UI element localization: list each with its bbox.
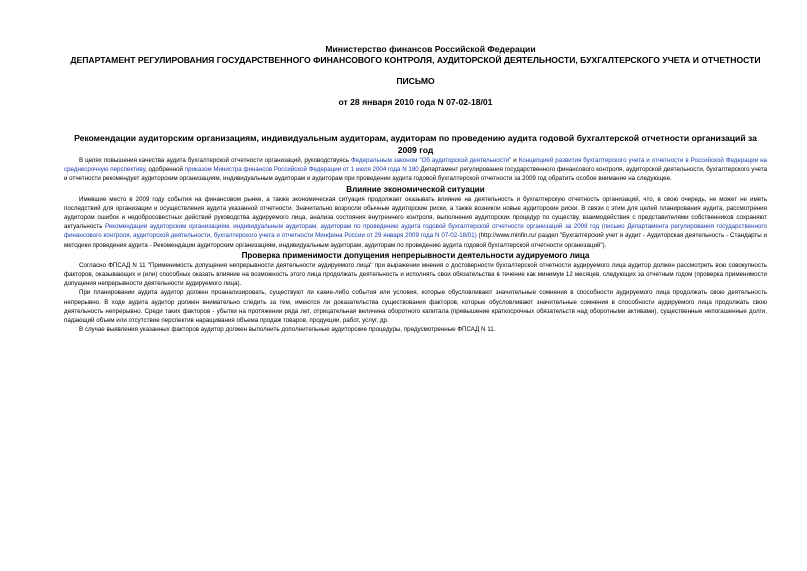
going-concern-paragraph-2: При планировании аудита аудитор должен проанализировать, существуют ли какие-либо события или условия, которые обусловливают значительные сомнения в способности аудируемого лица продолжать свою деятельность непрерывно. В ходе аудита аудитор должен внимательно следить за тем, имеются ли доказательства существования факторов, которые обусловливают значительные сомнения в способности аудируемого лица продолжать свою деятельность непрерывно. Среди таких факторов - убытки на протяжении ряда лет, отрицательная величина оборотного капитала (превышение краткосрочных обязательств над оборотными активами), существенные непогашенные долги, падающий объем или отсутствие перспектив наращивания объема продаж товаров, продукции, работ, услуг, др. <box>64 289 767 325</box>
accounting-concept-link[interactable]: Концепцией развития бухгалтерского учета и отчетности в Российской Федерации на среднесрочную перспективу <box>64 157 767 174</box>
economic-text-1: Имевшие место в 2009 году события на финансовом рынке, а также экономическая ситуация продолжает оказывать влияние на деятельность и бухгалтерскую отчетность организаций, что, в свою очередь, не может не иметь последствий для организации и осуществления аудита указанной отчетности. Значительно возросли обычные аудиторские риски, а также возникли новые аудиторские риски. В связи с этим для целей планирования аудита, рассмотрения аудитором ошибок и недобросовестных действий руководства аудируемого лица, анализа состояния внутреннего контроля, выполнения аудиторских процедур по существу, взаимодействия с представителями собственников сохраняют актуальность <box>64 195 767 231</box>
intro-text-1: В целях повышения качества аудита бухгалтерской отчетности организаций, руководствуясь <box>79 157 351 164</box>
ministry-name: Министерство финансов Российской Федерации <box>325 44 536 54</box>
section-heading-going-concern: Проверка применимости допущения непрерывности деятельности аудируемого лица <box>241 250 590 260</box>
section-heading-economic-situation: Влияние экономической ситуации <box>346 184 485 194</box>
intro-text-4: Департамент регулирования государственного финансового контроля, аудиторской деятельности, бухгалтерского учета и отчетности рекомендует аудиторским организациям, индивидуальным аудиторам и аудиторам при проведении аудита годовой бухгалтерской отчетности за 2009 год обратить особое внимание на следующее. <box>64 166 767 183</box>
minfin-order-link[interactable]: приказом Министра финансов Российской Федерации от 1 июля 2004 года N 180 <box>184 166 419 174</box>
document-header <box>64 44 767 108</box>
intro-text-3: , одобренной <box>145 166 185 174</box>
intro-paragraph <box>64 156 767 184</box>
law-on-audit-link[interactable]: Федеральным законом "Об аудиторской деятельности" <box>350 157 512 164</box>
economic-text-2: (http://www.minfin.ru/ раздел "Бухгалтерский учет и аудит - Аудиторская деятельность - Стандарты и методики проведения аудита - Рекомендации аудиторским организациям, индивидуальным аудиторам, аудиторам по проведению аудита годовой бухгалтерской отчетности организаций"). <box>64 232 767 249</box>
recommendations-2008-link[interactable]: Рекомендации аудиторским организациям, индивидуальным аудиторам, аудиторам по проведению аудита годовой бухгалтерской отчетности организаций за 2008 год (письмо Департамента регулирования государственного финансового контроля, аудиторской деятельности, бухгалтерского учета и отчетности Минфина России от 29 января 2009 года N 07-02-18/01) <box>64 223 767 240</box>
intro-text-2: и <box>511 157 519 164</box>
department-name: ДЕПАРТАМЕНТ РЕГУЛИРОВАНИЯ ГОСУДАРСТВЕННОГО ФИНАНСОВОГО КОНТРОЛЯ, АУДИТОРСКОЙ ДЕЯТЕЛЬНОСТИ, БУХГАЛТЕРСКОГО УЧЕТА И ОТЧЕТНОСТИ <box>70 55 761 65</box>
document-date: от 28 января 2010 года N 07-02-18/01 <box>338 97 493 107</box>
economic-situation-paragraph <box>64 195 767 250</box>
document-title: Рекомендации аудиторским организациям, индивидуальным аудиторам, аудиторам по проведению аудита годовой бухгалтерской отчетности организаций за 2009 год <box>74 133 757 155</box>
going-concern-paragraph-1: Согласно ФПСАД N 11 "Применимость допущения непрерывности деятельности аудируемого лица" при выражении мнения о достоверности бухгалтерской отчетности аудируемого лица аудитор должен рассмотреть всю совокупность факторов, оказывающих и (или) способных оказать влияние на возможность этого лица продолжать деятельность и исполнять свои обязательства в течение как минимум 12 месяцев, следующих за отчетным годом (проверка применимости допущения непрерывности деятельности аудируемого лица). <box>64 261 767 288</box>
going-concern-paragraph-3: В случае выявления указанных факторов аудитор должен выполнить дополнительные аудиторские процедуры, предусмотренные ФПСАД N 11. <box>79 326 496 334</box>
document-type: ПИСЬМО <box>396 76 435 86</box>
